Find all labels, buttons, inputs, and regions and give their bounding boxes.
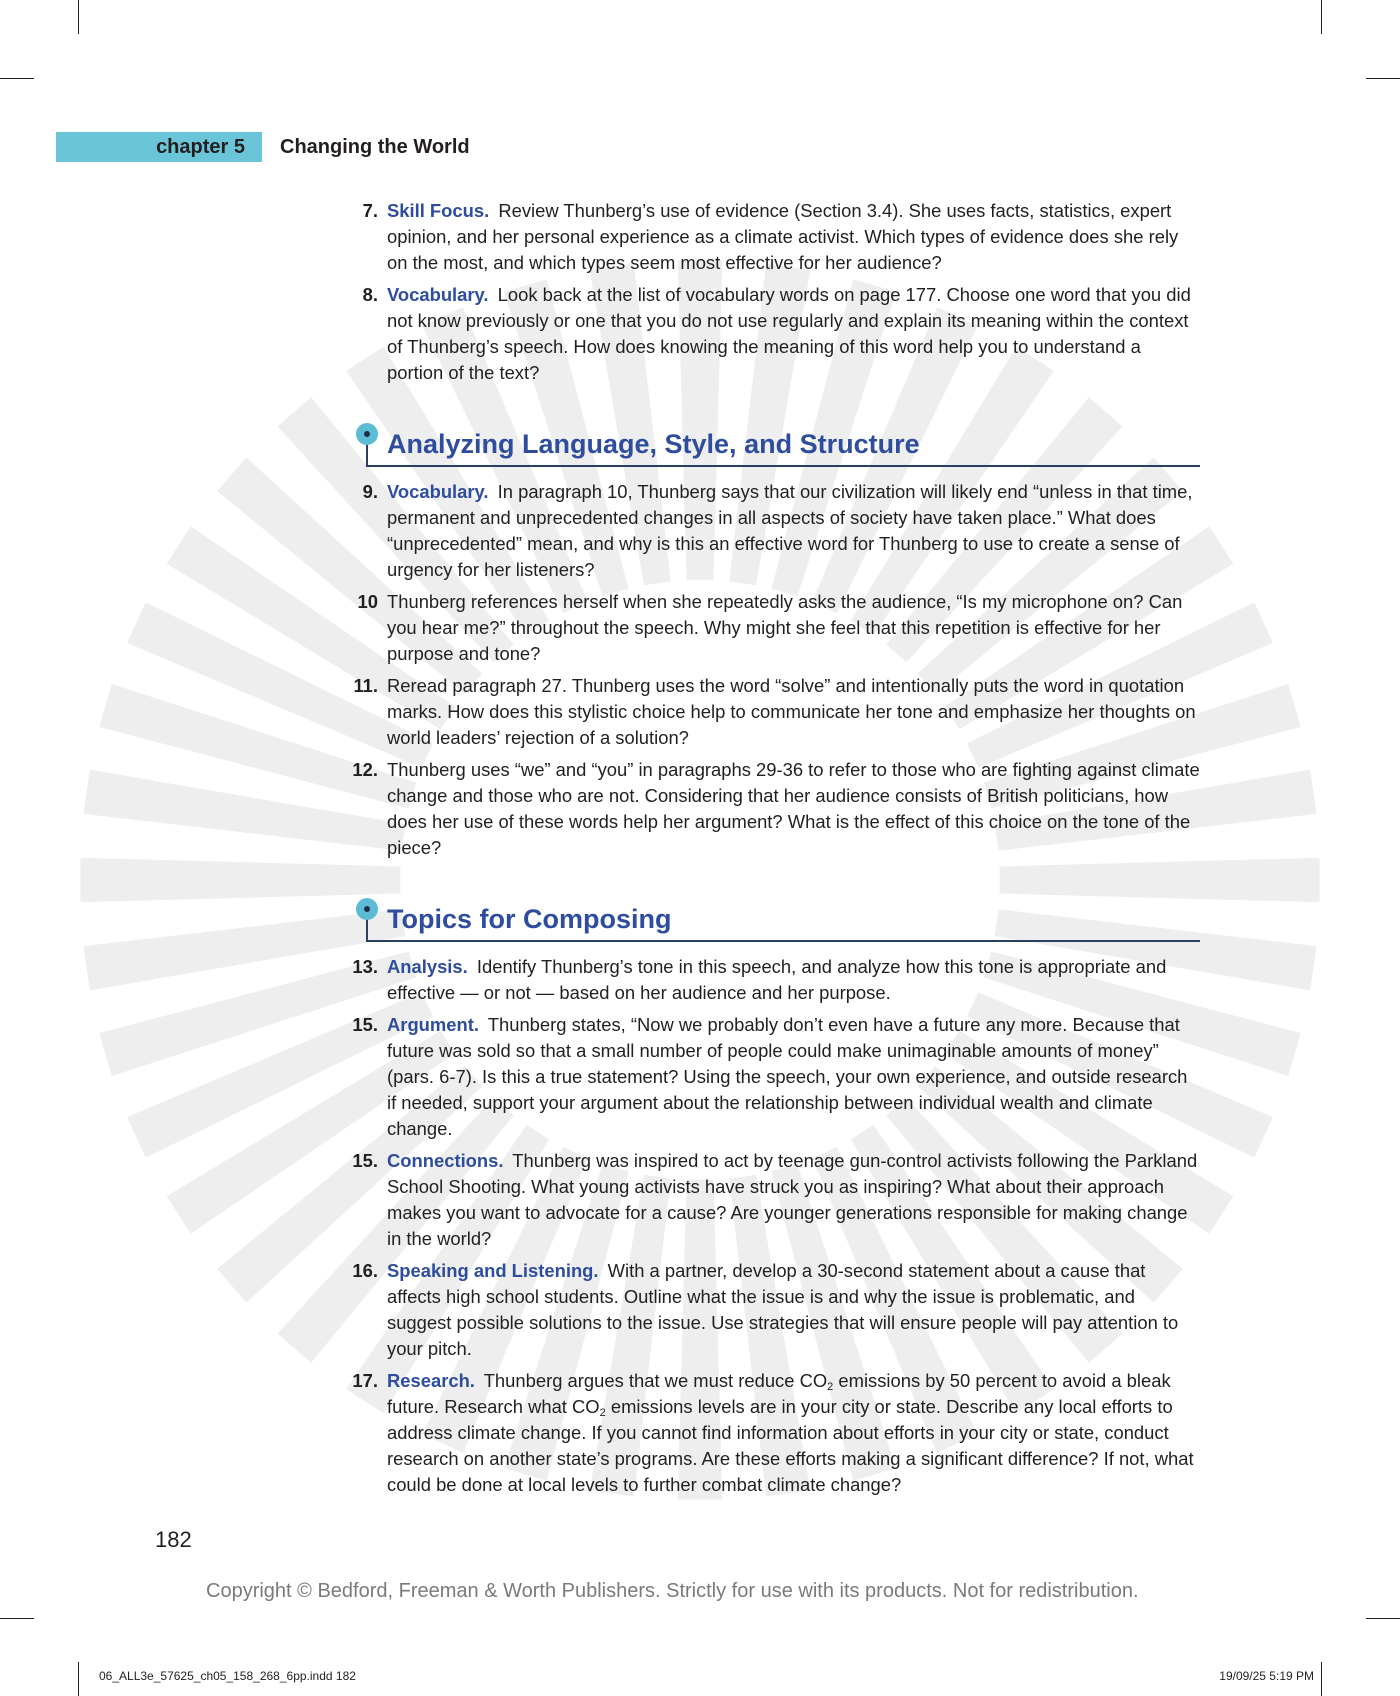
chapter-tab: chapter 5 xyxy=(56,132,262,162)
question-label: Research. xyxy=(387,1370,475,1391)
crop-mark xyxy=(1366,1618,1400,1619)
crop-mark xyxy=(1321,0,1322,34)
question-17 xyxy=(340,1368,1200,1498)
section-heading-language xyxy=(366,422,1200,467)
page-content xyxy=(340,198,1200,1504)
crop-mark xyxy=(1321,1662,1322,1696)
question-7 xyxy=(340,198,1200,276)
question-10 xyxy=(340,589,1200,667)
pin-icon xyxy=(356,423,378,445)
question-number: 10 xyxy=(357,591,378,612)
question-label: Skill Focus. xyxy=(387,200,490,221)
crop-mark xyxy=(1366,78,1400,79)
chapter-title: Changing the World xyxy=(280,136,470,158)
question-number: 11. xyxy=(353,675,378,696)
question-text: Identify Thunberg’s tone in this speech, and analyze how this tone is appropriate and effective — or not — based on her audience and her purpose. xyxy=(387,956,1167,1003)
question-text: Thunberg was inspired to act by teenage gun-control activists following the Parkland School Shooting. What young activists have struck you as inspiring? What about their approach makes you want to advocate for a cause? Are younger generations responsible for making change in the world? xyxy=(387,1150,1198,1249)
question-number: 12. xyxy=(352,759,378,780)
question-13 xyxy=(340,954,1200,1006)
question-text: Reread paragraph 27. Thunberg uses the word “solve” and intentionally puts the word in quotation marks. How does this stylistic choice help to communicate her tone and emphasize her thoughts on world leaders’ rejection of a solution? xyxy=(387,675,1196,748)
question-label: Connections. xyxy=(387,1150,504,1171)
page-number: 182 xyxy=(155,1527,192,1552)
question-number: 17. xyxy=(352,1370,378,1391)
question-15-connections xyxy=(340,1148,1200,1252)
question-label: Argument. xyxy=(387,1014,479,1035)
question-label: Analysis. xyxy=(387,956,468,977)
question-number: 7. xyxy=(362,200,378,221)
copyright-notice: Copyright © Bedford, Freeman & Worth Publishers. Strictly for use with its products. Not for redistribution. xyxy=(206,1580,1139,1602)
crop-mark xyxy=(0,78,34,79)
question-number: 15. xyxy=(352,1014,378,1035)
crop-mark xyxy=(78,1662,79,1696)
question-12 xyxy=(340,757,1200,861)
crop-mark xyxy=(0,1618,34,1619)
question-15-argument xyxy=(340,1012,1200,1142)
question-text: Thunberg uses “we” and “you” in paragraphs 29-36 to refer to those who are fighting against climate change and those who are not. Considering that her audience consists of British politicians, how does her use of these words help her argument? What is the effect of this choice on the tone of the piece? xyxy=(387,759,1200,858)
question-label: Vocabulary. xyxy=(387,481,489,502)
print-slug-file: 06_ALL3e_57625_ch05_158_268_6pp.indd 182 xyxy=(99,1669,356,1683)
question-number: 15. xyxy=(352,1150,378,1171)
question-text: Review Thunberg’s use of evidence (Section 3.4). She uses facts, statistics, expert opinion, and her personal experience as a climate activist. Which types of evidence does she rely on the most, and which types seem most effective for her audience? xyxy=(387,200,1179,273)
question-number: 13. xyxy=(352,956,378,977)
question-label: Speaking and Listening. xyxy=(387,1260,599,1281)
crop-mark xyxy=(78,0,79,34)
question-number: 8. xyxy=(362,284,378,305)
question-number: 9. xyxy=(362,481,378,502)
question-text: Thunberg references herself when she repeatedly asks the audience, “Is my microphone on? Can you hear me?” throughout the speech. Why might she feel that this repetition is effective for her purpose and tone? xyxy=(387,591,1183,664)
question-text: In paragraph 10, Thunberg says that our civilization will likely end “unless in that time, permanent and unprecedented changes in all aspects of society have taken place.” What does “unprecedented” mean, and why is this an effective word for Thunberg to use to create a sense of urgency for her listeners? xyxy=(387,481,1193,580)
question-label: Vocabulary. xyxy=(387,284,489,305)
question-text: Thunberg argues that we must reduce $CO_2$ emissions by 50 percent to avoid a bleak future. Research what $CO_2$ emissions levels are in your city or state. Describe any local efforts to address climate change. If you cannot find information about efforts in your city or state, conduct research on another state’s programs. Are these efforts making a significant difference? If not, what could be done at local levels to further combat climate change? xyxy=(387,1370,1194,1495)
question-number: 16. xyxy=(352,1260,378,1281)
question-text: With a partner, develop a 30-second statement about a cause that affects high school students. Outline what the issue is and why the issue is problematic, and suggest possible solutions to the issue. Use strategies that will ensure people will pay attention to your pitch. xyxy=(387,1260,1179,1359)
section-heading-composing xyxy=(366,897,1200,942)
question-8 xyxy=(340,282,1200,386)
question-11 xyxy=(340,673,1200,751)
question-16 xyxy=(340,1258,1200,1362)
section-title: Analyzing Language, Style, and Structure xyxy=(387,429,920,459)
print-slug-date: 19/09/25 5:19 PM xyxy=(1219,1669,1314,1683)
question-9 xyxy=(340,479,1200,583)
section-title: Topics for Composing xyxy=(387,904,672,934)
question-text: Look back at the list of vocabulary words on page 177. Choose one word that you did not know previously or one that you do not use regularly and explain its meaning within the context of Thunberg’s speech. How does knowing the meaning of this word help you to understand a portion of the text? xyxy=(387,284,1191,383)
pin-icon xyxy=(356,898,378,920)
question-text: Thunberg states, “Now we probably don’t even have a future any more. Because that future was sold so that a small number of people could make unimaginable amounts of money” (pars. 6-7). Is this a true statement? Using the speech, your own experience, and outside research if needed, support your argument about the relationship between individual wealth and climate change. xyxy=(387,1014,1188,1139)
